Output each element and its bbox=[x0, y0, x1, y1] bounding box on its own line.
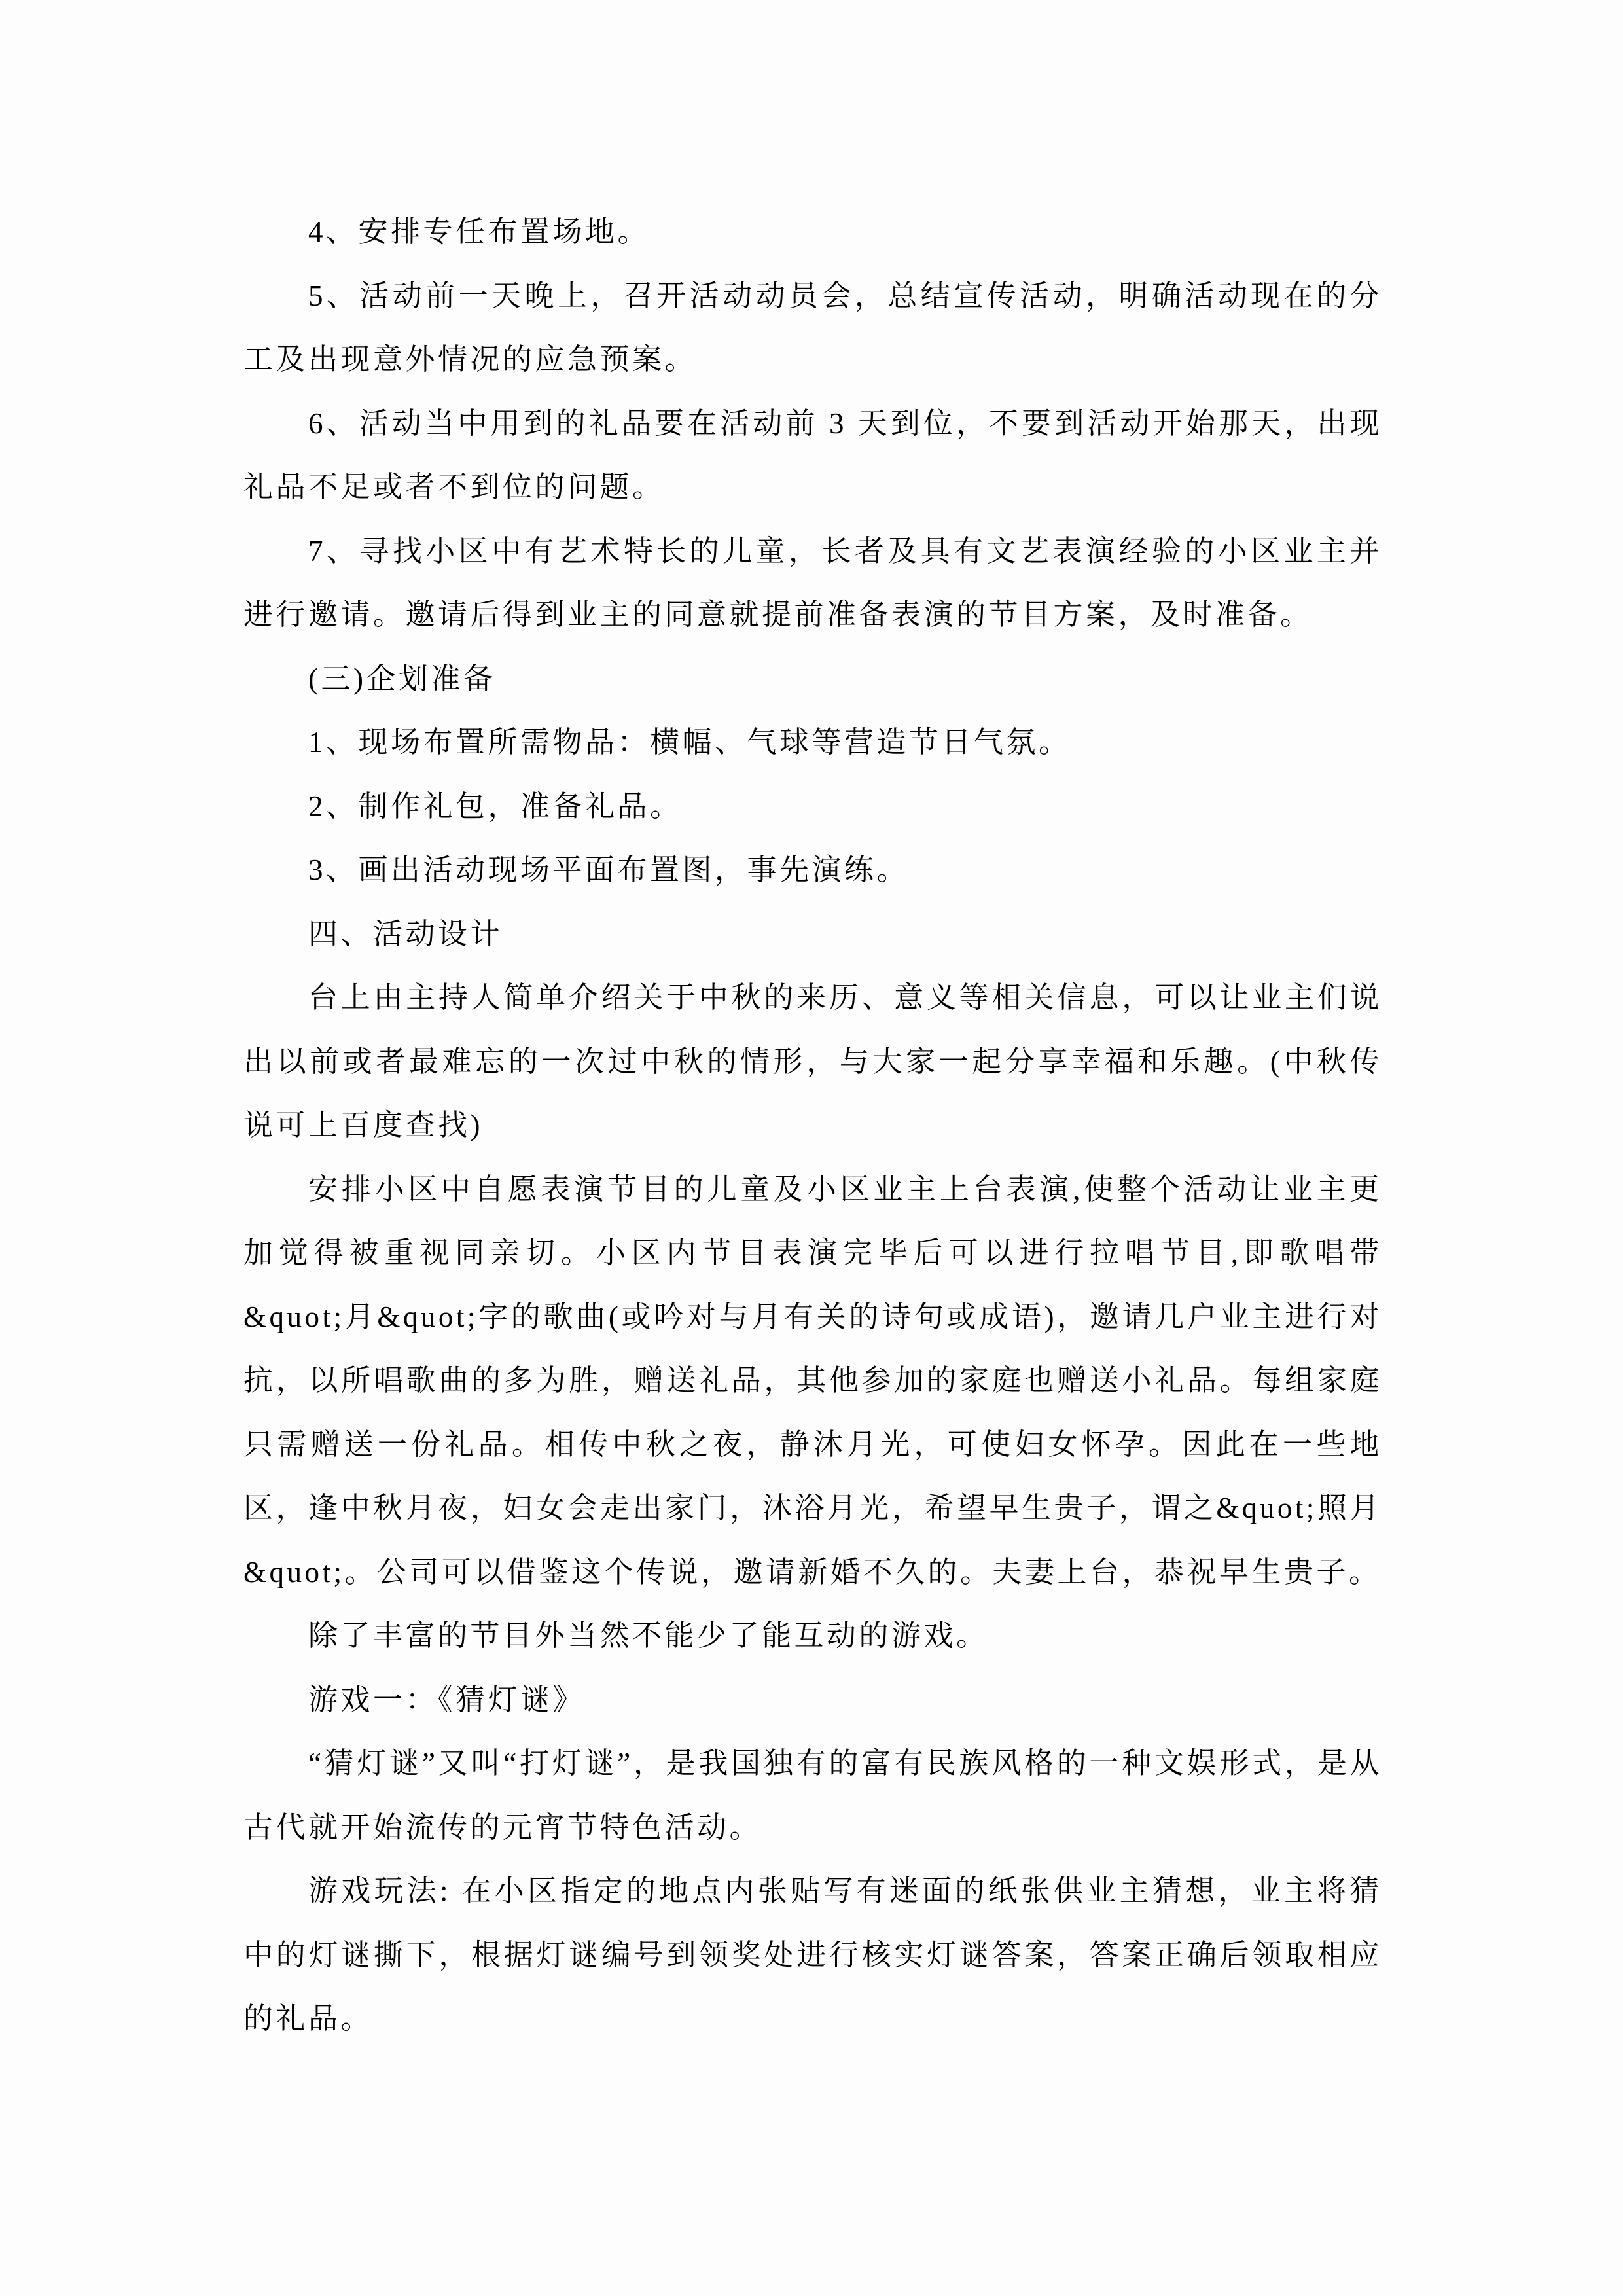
paragraph-lantern-riddle-desc: “猜灯谜”又叫“打灯谜”，是我国独有的富有民族风格的一种文娱形式，是从古代就开始流传的元宵节特色活动。 bbox=[243, 1747, 1382, 1844]
document-body bbox=[243, 200, 1382, 2051]
paragraph-performance-plan: 安排小区中自愿表演节目的儿童及小区业主上台表演,使整个活动让业主更加觉得被重视同亲切。小区内节目表演完毕后可以进行拉唱节目,即歌唱带&quot;月&quot;字的歌曲(或吟对与月有关的诗句或成语)，邀请几户业主进行对抗，以所唱歌曲的多为胜，赠送礼品，其他参加的家庭也赠送小礼品。每组家庭只需赠送一份礼品。相传中秋之夜，静沐月光，可使妇女怀孕。因此在一些地区，逢中秋月夜，妇女会走出家门，沐浴月光，希望早生贵子，谓之&quot;照月&quot;。公司可以借鉴这个传说，邀请新婚不久的。夫妻上台，恭祝早生贵子。 bbox=[243, 1172, 1382, 1588]
paragraph-game-rules: 游戏玩法: 在小区指定的地点内张贴写有迷面的纸张供业主猜想，业主将猜中的灯谜撕下，根据灯谜编号到领奖处进行核实灯谜答案，答案正确后领取相应的礼品。 bbox=[243, 1874, 1382, 2035]
list-item-mobilization-meeting: 5、活动前一天晚上，召开活动动员会，总结宣传活动，明确活动现在的分工及出现意外情况的应急预案。 bbox=[243, 279, 1382, 376]
list-item-gifts-in-place: 6、活动当中用到的礼品要在活动前 3 天到位，不要到活动开始那天，出现礼品不足或者不到位的问题。 bbox=[243, 406, 1382, 503]
section-heading-planning-prep: (三)企划准备 bbox=[308, 662, 496, 695]
game-one-title: 游戏一：《猜灯谜》 bbox=[308, 1683, 586, 1716]
prep-item-layout-drawing: 3、画出活动现场平面布置图，事先演练。 bbox=[308, 853, 910, 886]
section-heading-activity-design: 四、活动设计 bbox=[308, 917, 503, 950]
prep-item-site-materials: 1、现场布置所需物品：横幅、气球等营造节日气氛。 bbox=[308, 726, 1071, 759]
list-item-arrange-venue: 4、安排专任布置场地。 bbox=[308, 215, 651, 248]
paragraph-host-introduction: 台上由主持人简单介绍关于中秋的来历、意义等相关信息，可以让业主们说出以前或者最难忘的一次过中秋的情形，与大家一起分享幸福和乐趣。(中秋传说可上百度查找) bbox=[243, 981, 1382, 1141]
list-item-invite-performers: 7、寻找小区中有艺术特长的儿童，长者及具有文艺表演经验的小区业主并进行邀请。邀请后得到业主的同意就提前准备表演的节目方案，及时准备。 bbox=[243, 534, 1382, 631]
prep-item-gift-packs: 2、制作礼包，准备礼品。 bbox=[308, 789, 683, 823]
paragraph-games-intro: 除了丰富的节目外当然不能少了能互动的游戏。 bbox=[308, 1619, 989, 1652]
